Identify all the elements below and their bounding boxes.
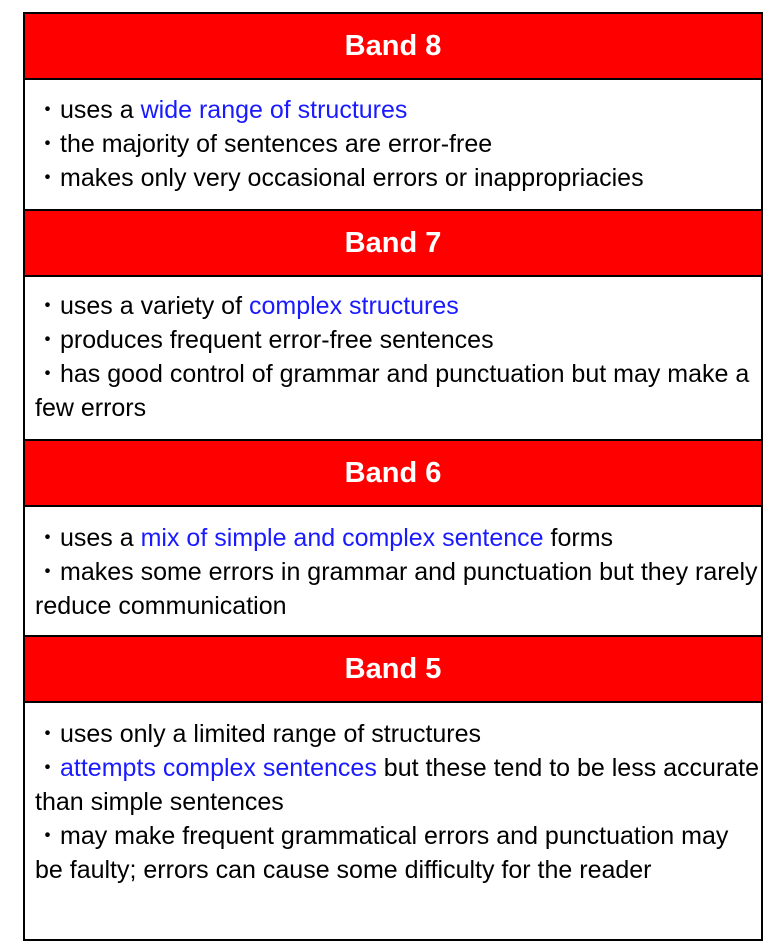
band-7-descriptors xyxy=(25,277,761,441)
descriptor-line xyxy=(35,555,761,623)
descriptor-line xyxy=(35,93,761,127)
descriptor-text: ・uses a variety of xyxy=(35,292,249,320)
descriptor-text: ・uses a xyxy=(35,96,141,124)
descriptor-line xyxy=(35,751,761,819)
descriptor-line xyxy=(35,127,761,161)
descriptor-text: ・makes some errors in grammar and punctuation but they rarely reduce communication xyxy=(35,558,758,620)
descriptor-line xyxy=(35,161,761,195)
descriptor-text: ・makes only very occasional errors or inappropriacies xyxy=(35,164,644,192)
descriptor-line xyxy=(35,357,761,425)
descriptor-line xyxy=(35,289,761,323)
band-8-descriptors xyxy=(25,80,761,211)
band-6-descriptors xyxy=(25,507,761,637)
descriptor-highlight: complex structures xyxy=(248,292,459,320)
descriptor-text: ・uses only a limited range of structures xyxy=(35,720,482,748)
descriptor-text: ・may make frequent grammatical errors and punctuation may be faulty; errors can cause some difficulty for the reader xyxy=(35,822,729,884)
descriptor-highlight: attempts complex sentences xyxy=(60,754,377,782)
band-8-header: Band 8 xyxy=(25,14,761,80)
descriptor-text: ・has good control of grammar and punctuation but may make a few errors xyxy=(35,360,750,422)
descriptor-line xyxy=(35,521,761,555)
band-descriptors-table xyxy=(23,12,763,941)
band-6-header: Band 6 xyxy=(25,441,761,507)
descriptor-highlight: mix of simple and complex sentence xyxy=(140,524,544,552)
descriptor-text: but these tend to be less accurate than simple sentences xyxy=(35,754,760,816)
descriptor-highlight: wide range of structures xyxy=(140,96,408,124)
descriptor-line xyxy=(35,717,761,751)
descriptor-line xyxy=(35,819,761,887)
band-5-descriptors xyxy=(25,703,761,939)
descriptor-line xyxy=(35,323,761,357)
descriptor-text: ・the majority of sentences are error-free xyxy=(35,130,493,158)
band-7-header: Band 7 xyxy=(25,211,761,277)
band-5-header: Band 5 xyxy=(25,637,761,703)
descriptor-text: ・ xyxy=(35,754,61,782)
descriptor-text: ・uses a xyxy=(35,524,141,552)
descriptor-text: ・produces frequent error-free sentences xyxy=(35,326,494,354)
descriptor-text: forms xyxy=(543,524,614,552)
